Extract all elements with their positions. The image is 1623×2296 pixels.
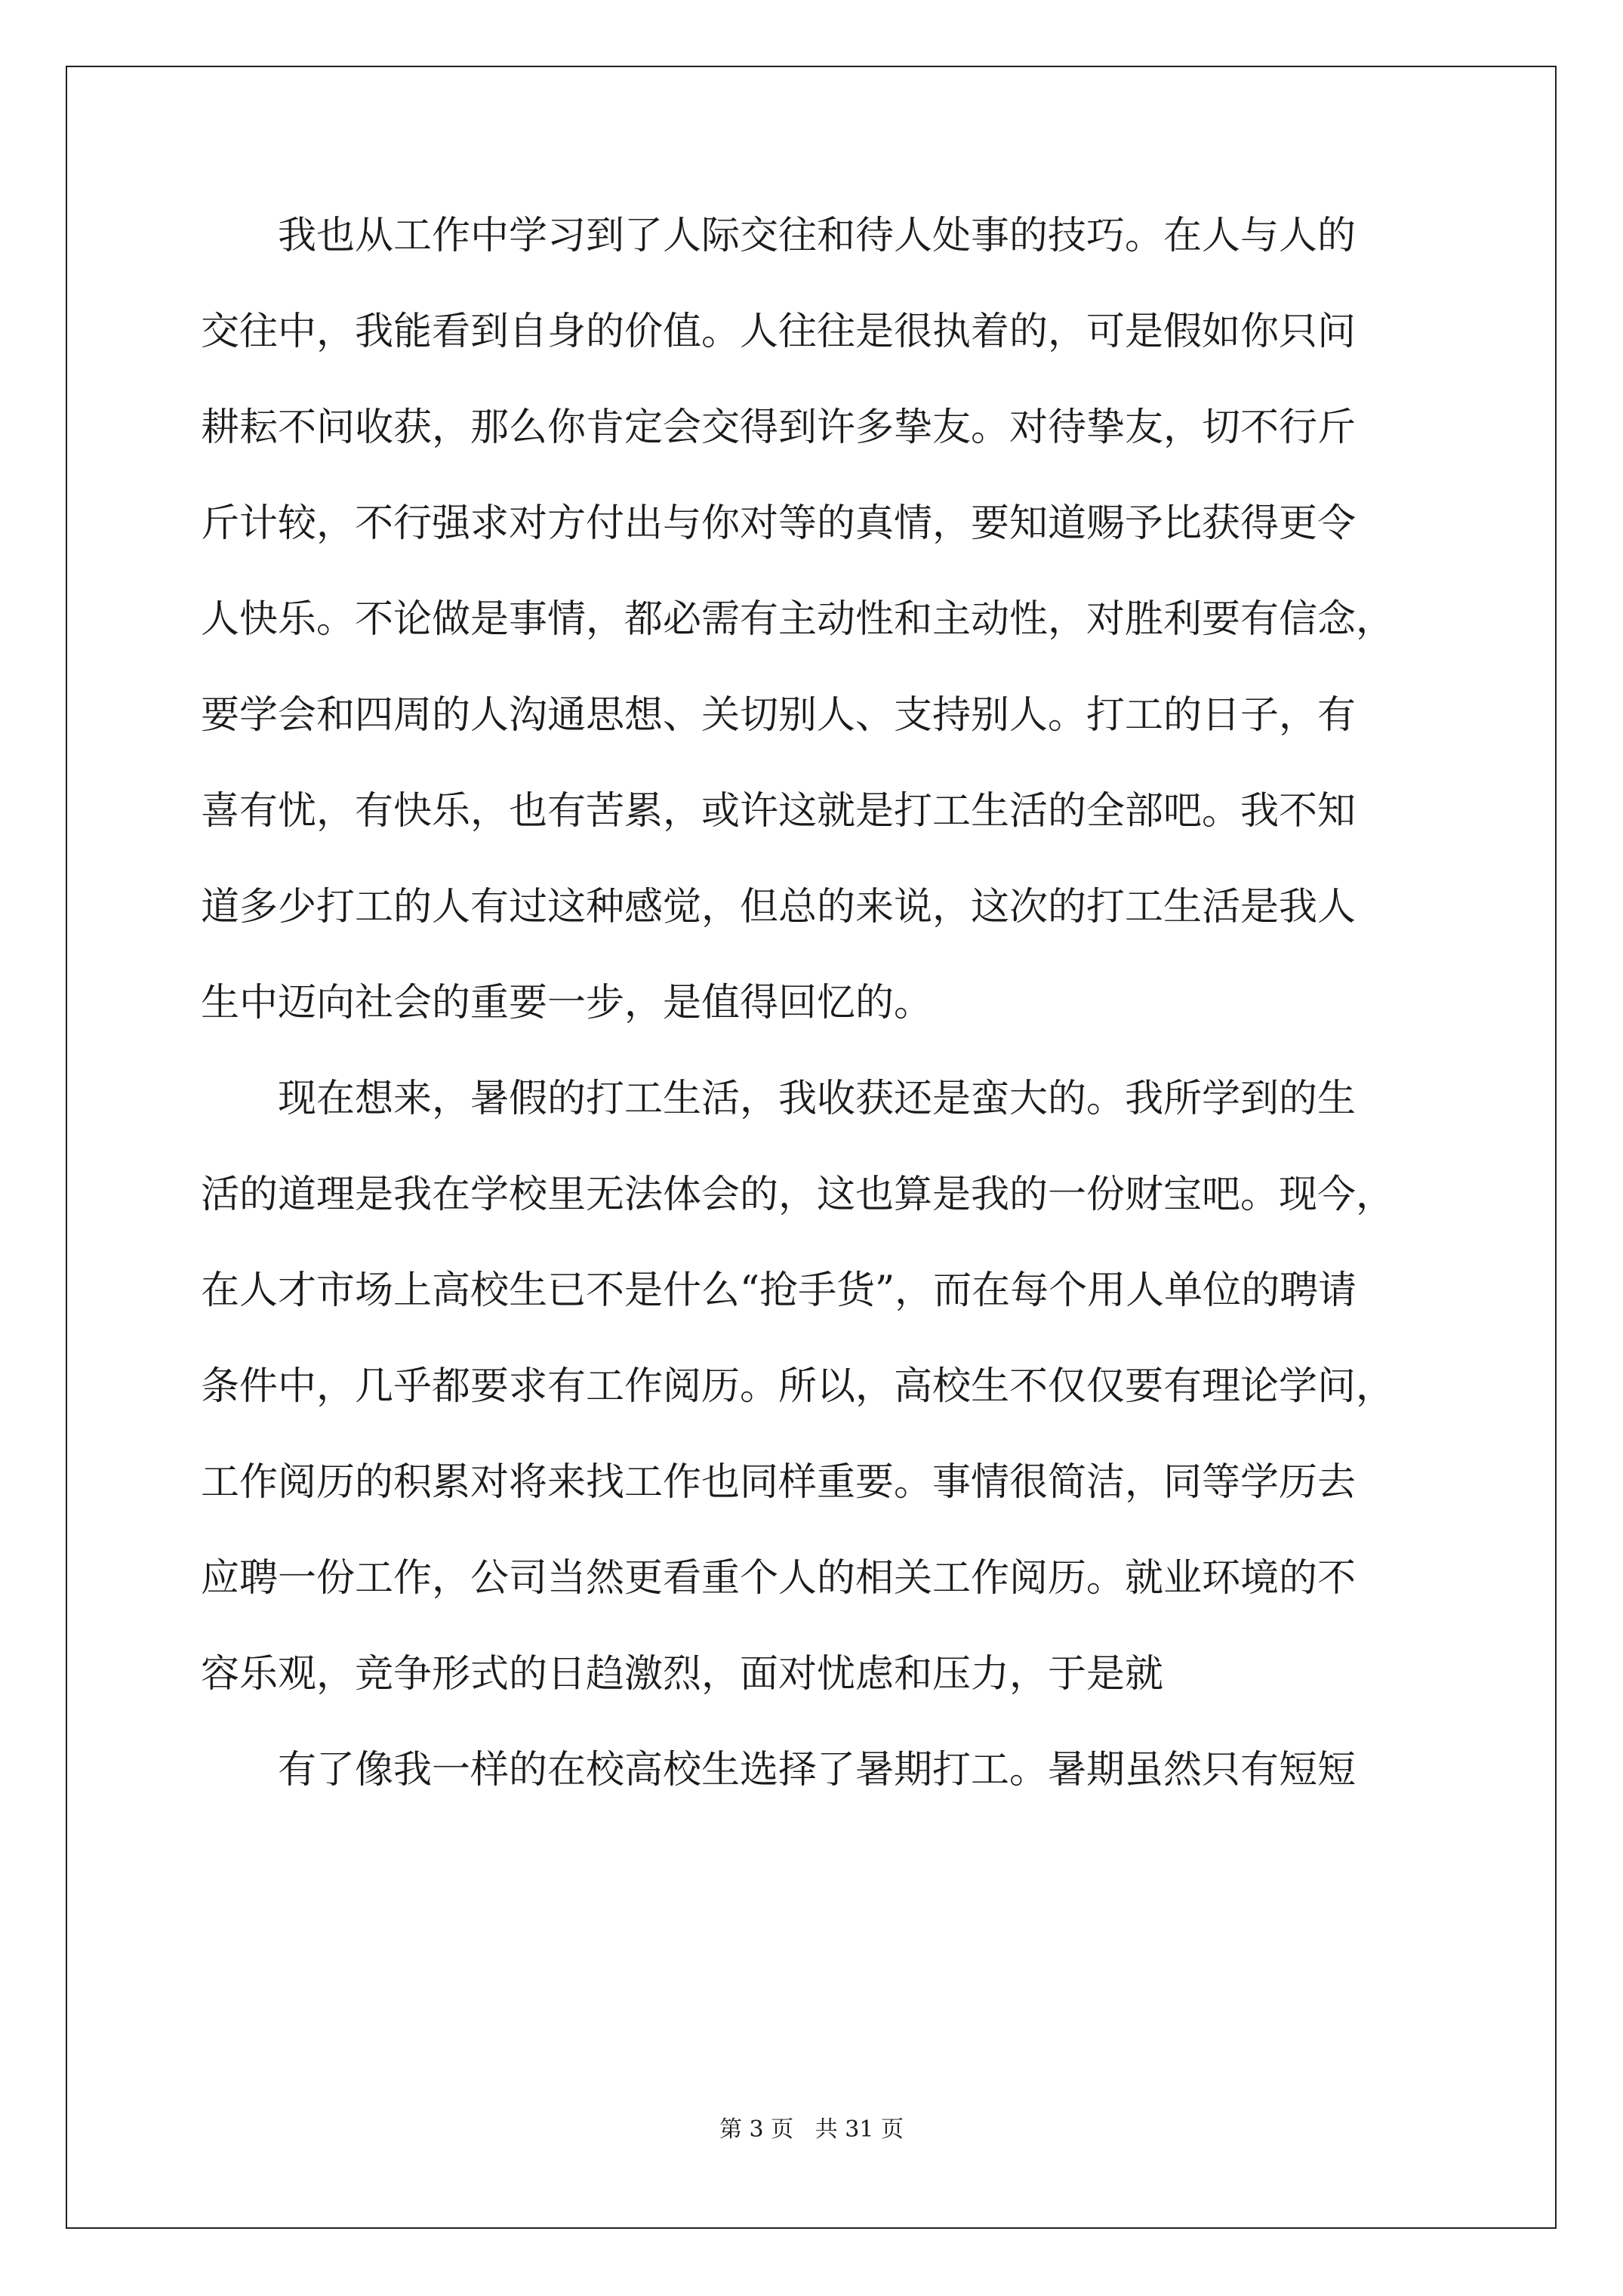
paragraph-2-line-2: 活的道理是我在学校里无法体会的，这也算是我的一份财宝吧。现今， [201,1173,1395,1217]
paragraph-1-line-5: 人快乐。不论做是事情，都必需有主动性和主动性，对胜利要有信念， [201,597,1395,642]
paragraph-1-line-3: 耕耘不问收获，那么你肯定会交得到许多挚友。对待挚友，切不行斤 [201,405,1357,450]
paragraph-2-line-3: 在人才市场上高校生已不是什么“抢手货”，而在每个用人单位的聘请 [201,1268,1357,1313]
paragraph-1-line-8: 道多少打工的人有过这种感觉，但总的来说，这次的打工生活是我人 [201,885,1357,929]
paragraph-1-line-2: 交往中，我能看到自身的价值。人往往是很执着的，可是假如你只问 [201,310,1357,354]
paragraph-1-line-9: 生中迈向社会的重要一步，是值得回忆的。 [201,981,933,1025]
paragraph-2-line-5: 工作阅历的积累对将来找工作也同样重要。事情很简洁，同等学历去 [201,1460,1357,1505]
document-body [201,210,1439,1840]
paragraph-2-line-1: 现在想来，暑假的打工生活，我收获还是蛮大的。我所学到的生 [278,1077,1357,1121]
page-number-footer: 第 3 页 共 31 页 [719,2116,904,2143]
paragraph-1-line-6: 要学会和四周的人沟通思想、关切别人、支持别人。打工的日子，有 [201,693,1357,738]
paragraph-1-line-1: 我也从工作中学习到了人际交往和待人处事的技巧。在人与人的 [278,214,1357,258]
paragraph-2-line-6: 应聘一份工作，公司当然更看重个人的相关工作阅历。就业环境的不 [201,1556,1357,1601]
paragraph-2-line-7: 容乐观，竞争形式的日趋激烈，面对忧虑和压力，于是就 [201,1652,1164,1697]
paragraph-1-line-7: 喜有忧，有快乐，也有苦累，或许这就是打工生活的全部吧。我不知 [201,789,1357,834]
paragraph-3-line-1: 有了像我一样的在校高校生选择了暑期打工。暑期虽然只有短短 [278,1748,1357,1792]
paragraph-1-line-4: 斤计较，不行强求对方付出与你对等的真情，要知道赐予比获得更令 [201,501,1357,546]
paragraph-2-line-4: 条件中，几乎都要求有工作阅历。所以，高校生不仅仅要有理论学问， [201,1364,1395,1409]
